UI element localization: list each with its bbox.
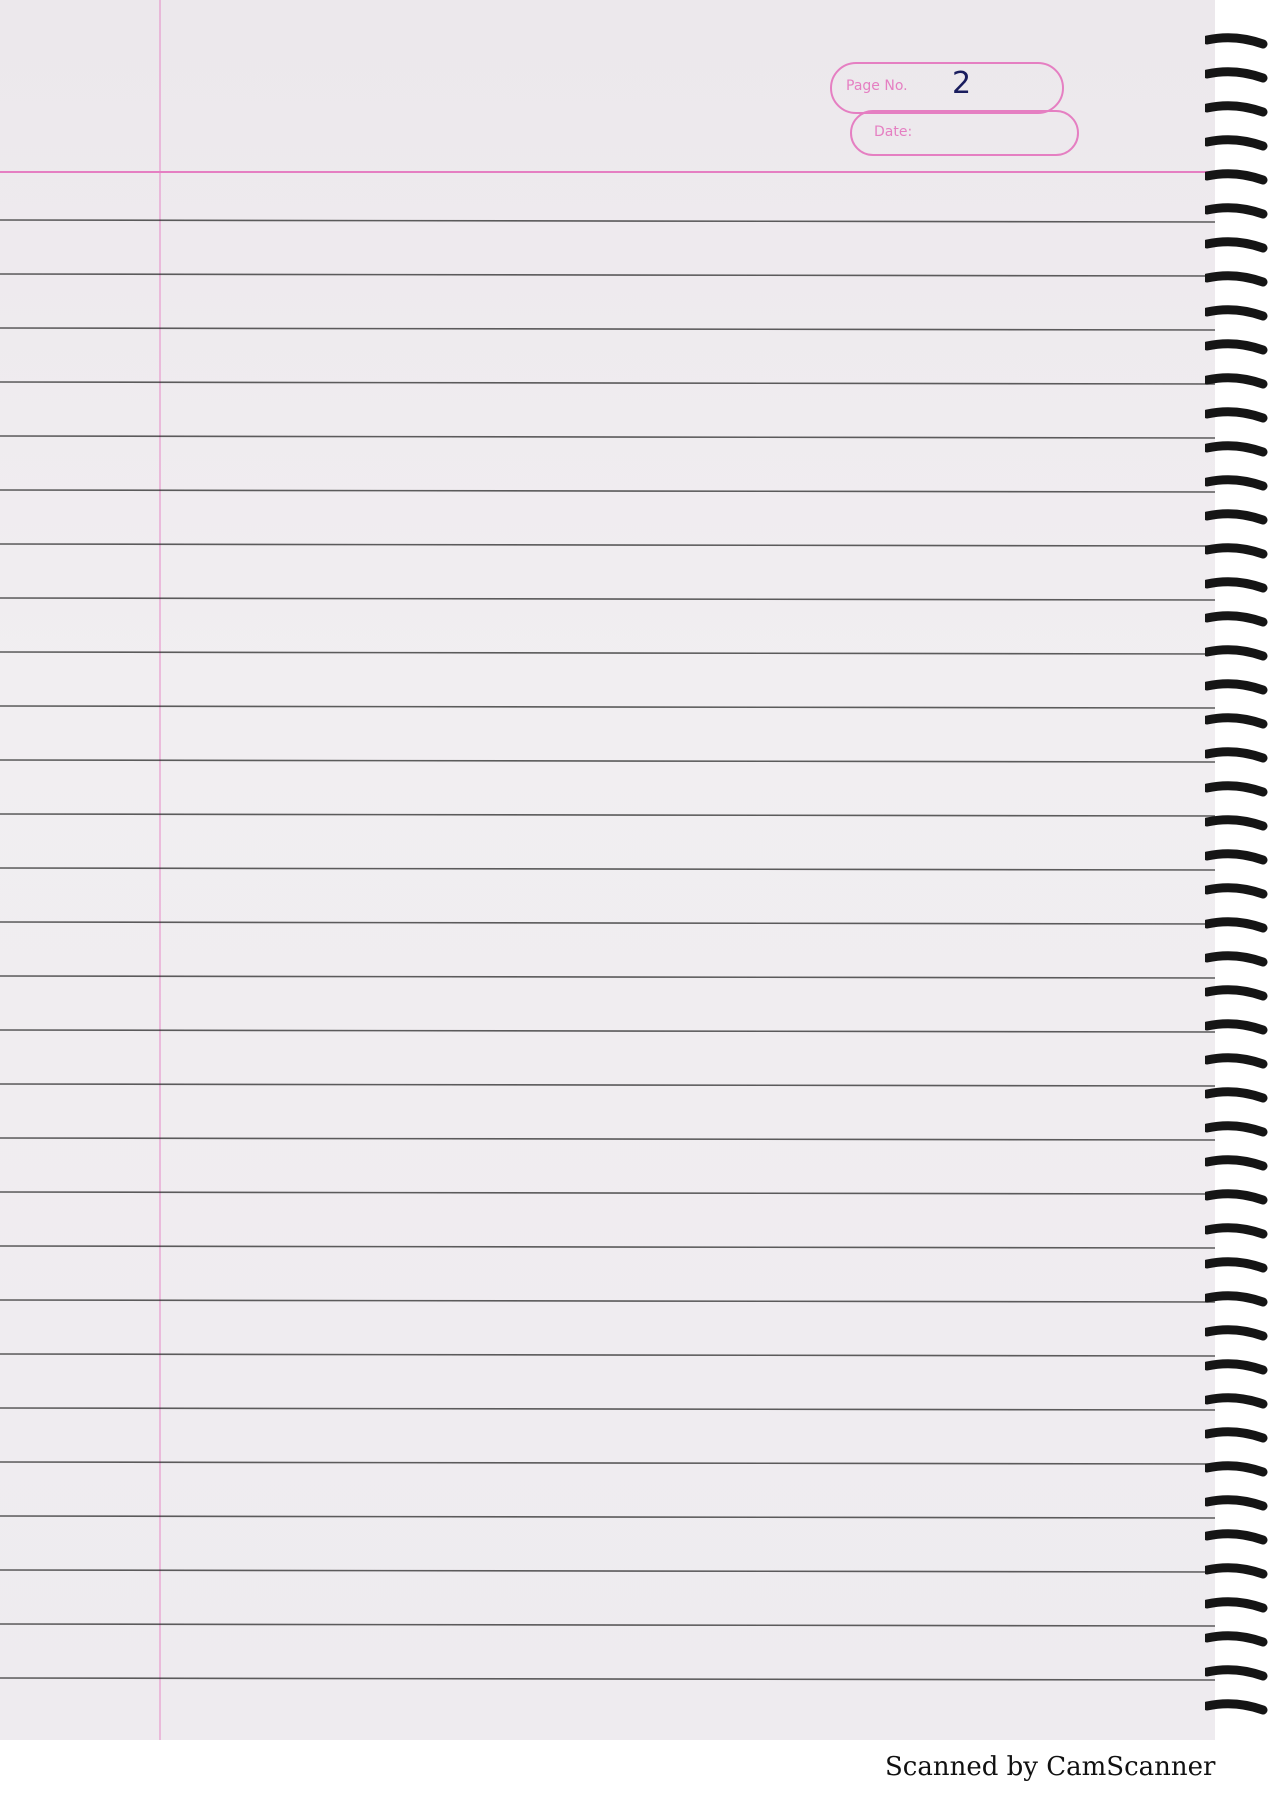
ruled-line [0,1084,1215,1086]
scanner-watermark: Scanned by CamScanner [885,1752,1216,1782]
page-number-box [830,62,1064,114]
spiral-coil [1207,582,1263,588]
ruled-line [0,328,1215,330]
spiral-coil [1207,786,1263,792]
ruled-line [0,1192,1215,1194]
ruled-line [0,868,1215,870]
spiral-coil [1207,1194,1263,1200]
ruled-line [0,490,1215,492]
spiral-coil [1207,1228,1263,1234]
spiral-coil [1207,378,1263,384]
spiral-coil [1207,1160,1263,1166]
spiral-coil [1207,344,1263,350]
spiral-coil [1207,1398,1263,1404]
spiral-coil [1207,276,1263,282]
spiral-coil [1207,752,1263,758]
ruled-line [0,598,1215,600]
spiral-coil [1207,1330,1263,1336]
ruled-line [0,544,1215,546]
spiral-coil [1207,956,1263,962]
spiral-coil [1207,922,1263,928]
spiral-coil [1207,1704,1263,1710]
spiral-coil [1207,548,1263,554]
spiral-coil [1207,650,1263,656]
spiral-coil [1207,242,1263,248]
spiral-coil [1207,1296,1263,1302]
spiral-coil [1207,820,1263,826]
ruled-line [0,1516,1215,1518]
spiral-coil [1207,72,1263,78]
page-number-value: 2 [952,66,972,101]
ruled-line [0,1138,1215,1140]
ruled-line [0,220,1215,222]
spiral-coil [1207,684,1263,690]
ruled-line [0,1624,1215,1626]
ruled-line [0,1678,1215,1680]
spiral-coil [1207,888,1263,894]
spiral-coil [1207,1432,1263,1438]
spiral-coil [1207,1092,1263,1098]
ruled-line [0,1246,1215,1248]
spiral-binding [1205,20,1271,1740]
spiral-coil [1207,1636,1263,1642]
spiral-coil [1207,1466,1263,1472]
ruled-line [0,274,1215,276]
spiral-coil [1207,480,1263,486]
spiral-coil [1207,140,1263,146]
ruled-line [0,652,1215,654]
ruled-line [0,976,1215,978]
spiral-coil [1207,1670,1263,1676]
ruled-line [0,1354,1215,1356]
spiral-coil [1207,990,1263,996]
spiral-coil [1207,616,1263,622]
spiral-coil [1207,310,1263,316]
spiral-coil [1207,38,1263,44]
spiral-coil [1207,1262,1263,1268]
ruled-line [0,814,1215,816]
spiral-coil [1207,208,1263,214]
spiral-coil [1207,1500,1263,1506]
date-box [850,110,1079,156]
ruled-line [0,436,1215,438]
ruled-line [0,760,1215,762]
spiral-coil [1207,106,1263,112]
ruled-line [0,1030,1215,1032]
ruled-line [0,1408,1215,1410]
spiral-coil [1207,1568,1263,1574]
spiral-coil [1207,1024,1263,1030]
spiral-coil [1207,1126,1263,1132]
spiral-coil [1207,174,1263,180]
spiral-coil [1207,1364,1263,1370]
spiral-coil [1207,1058,1263,1064]
ruled-line [0,706,1215,708]
ruled-line [0,1462,1215,1464]
ruled-line [0,382,1215,384]
ruled-line [0,1570,1215,1572]
page-number-label: Page No. [846,78,908,94]
spiral-coil [1207,718,1263,724]
spiral-coil [1207,446,1263,452]
spiral-coil [1207,1534,1263,1540]
spiral-coil [1207,514,1263,520]
date-label: Date: [874,124,913,140]
spiral-coil [1207,854,1263,860]
spiral-coil [1207,1602,1263,1608]
spiral-coil [1207,412,1263,418]
ruled-line [0,1300,1215,1302]
ruled-line [0,922,1215,924]
